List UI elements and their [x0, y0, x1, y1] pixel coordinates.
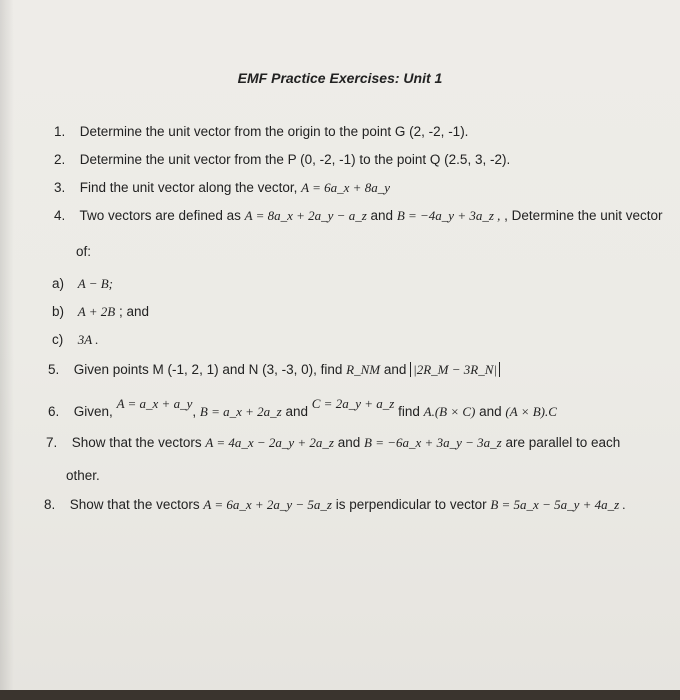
question-number: b) — [52, 304, 65, 319]
conjunction: and — [479, 404, 502, 419]
vector-expression: B = −4a_y + 3a_z , — [396, 208, 501, 223]
question-text: of: — [76, 244, 92, 259]
vector-expression: A.(B × C) — [423, 404, 476, 419]
question-text: Find the unit vector along the vector, — [79, 180, 298, 195]
question-text: is perpendicular to vector — [335, 497, 487, 512]
subquestion-b — [52, 304, 149, 320]
vector-expression: C = 2a_y + a_z — [311, 396, 395, 411]
vector-expression: B = 5a_x − 5a_y + 4a_z . — [490, 497, 626, 512]
vector-expression: A + 2B — [77, 304, 116, 319]
vector-expression: B = −6a_x + 3a_y − 3a_z — [364, 435, 502, 450]
conjunction: and — [285, 404, 308, 419]
question-2 — [54, 152, 510, 167]
vector-expression: B = a_x + 2a_z — [199, 404, 282, 419]
question-6: 6. Given, A = a_x + a_y, B = a_x + 2a_z and C = 2a_y + a_z find A.(B × C) and (A × B).C — [48, 396, 557, 419]
vector-expression: A = 4a_x − 2a_y + 2a_z — [205, 435, 334, 450]
question-3 — [54, 180, 390, 196]
question-number: 2. — [54, 152, 66, 167]
question-number: 5. — [48, 362, 60, 377]
question-text: Determine the unit vector from the origin to the point G (2, -2, -1). — [79, 124, 469, 139]
question-1 — [54, 124, 468, 139]
vector-expression: A = 8a_x + 2a_y − a_z — [244, 208, 367, 223]
question-text: , Determine the unit vector — [504, 208, 663, 223]
question-text: other. — [66, 468, 100, 483]
question-text: Show that the vectors — [69, 497, 200, 512]
question-number: 8. — [44, 497, 56, 512]
vector-expression: 3A . — [77, 332, 99, 347]
question-number: 3. — [54, 180, 66, 195]
question-number: 6. — [48, 404, 60, 419]
question-text: ; and — [118, 304, 149, 319]
question-4-continued — [76, 244, 91, 259]
subquestion-a — [52, 276, 113, 292]
question-text: Determine the unit vector from the P (0, -2, -1) to the point Q (2.5, 3, -2). — [79, 152, 511, 167]
question-text: find — [398, 404, 420, 419]
conjunction: and — [370, 208, 394, 223]
vector-expression: A − B; — [77, 276, 114, 291]
table-edge — [0, 690, 680, 700]
vector-expression: R_NM — [346, 362, 381, 377]
question-text: Given, — [73, 404, 113, 419]
question-5 — [48, 362, 500, 378]
question-number: 7. — [46, 435, 58, 450]
question-text: Given points M (-1, 2, 1) and N (3, -3, 0), find — [73, 362, 343, 377]
vector-expression: A = a_x + a_y — [116, 396, 193, 411]
subquestion-c — [52, 332, 98, 348]
question-number: 1. — [54, 124, 66, 139]
vector-expression: A = 6a_x + 8a_y — [301, 180, 390, 195]
question-7-continued — [66, 468, 100, 483]
question-7 — [46, 435, 620, 451]
page-shadow — [0, 0, 14, 700]
vector-expression: |2R_M − 3R_N| — [410, 362, 500, 377]
vector-expression: A = 6a_x + 2a_y − 5a_z — [203, 497, 332, 512]
question-number: 4. — [54, 208, 66, 223]
question-text: Two vectors are defined as — [79, 208, 241, 223]
page-title: EMF Practice Exercises: Unit 1 — [237, 70, 443, 86]
question-text: are parallel to each — [505, 435, 621, 450]
conjunction: and — [383, 362, 407, 377]
vector-expression: (A × B).C — [505, 404, 557, 419]
question-number: a) — [52, 276, 65, 291]
conjunction: and — [337, 435, 361, 450]
question-text: Show that the vectors — [71, 435, 202, 450]
question-4 — [54, 208, 663, 224]
question-number: c) — [52, 332, 64, 347]
question-8 — [44, 497, 626, 513]
